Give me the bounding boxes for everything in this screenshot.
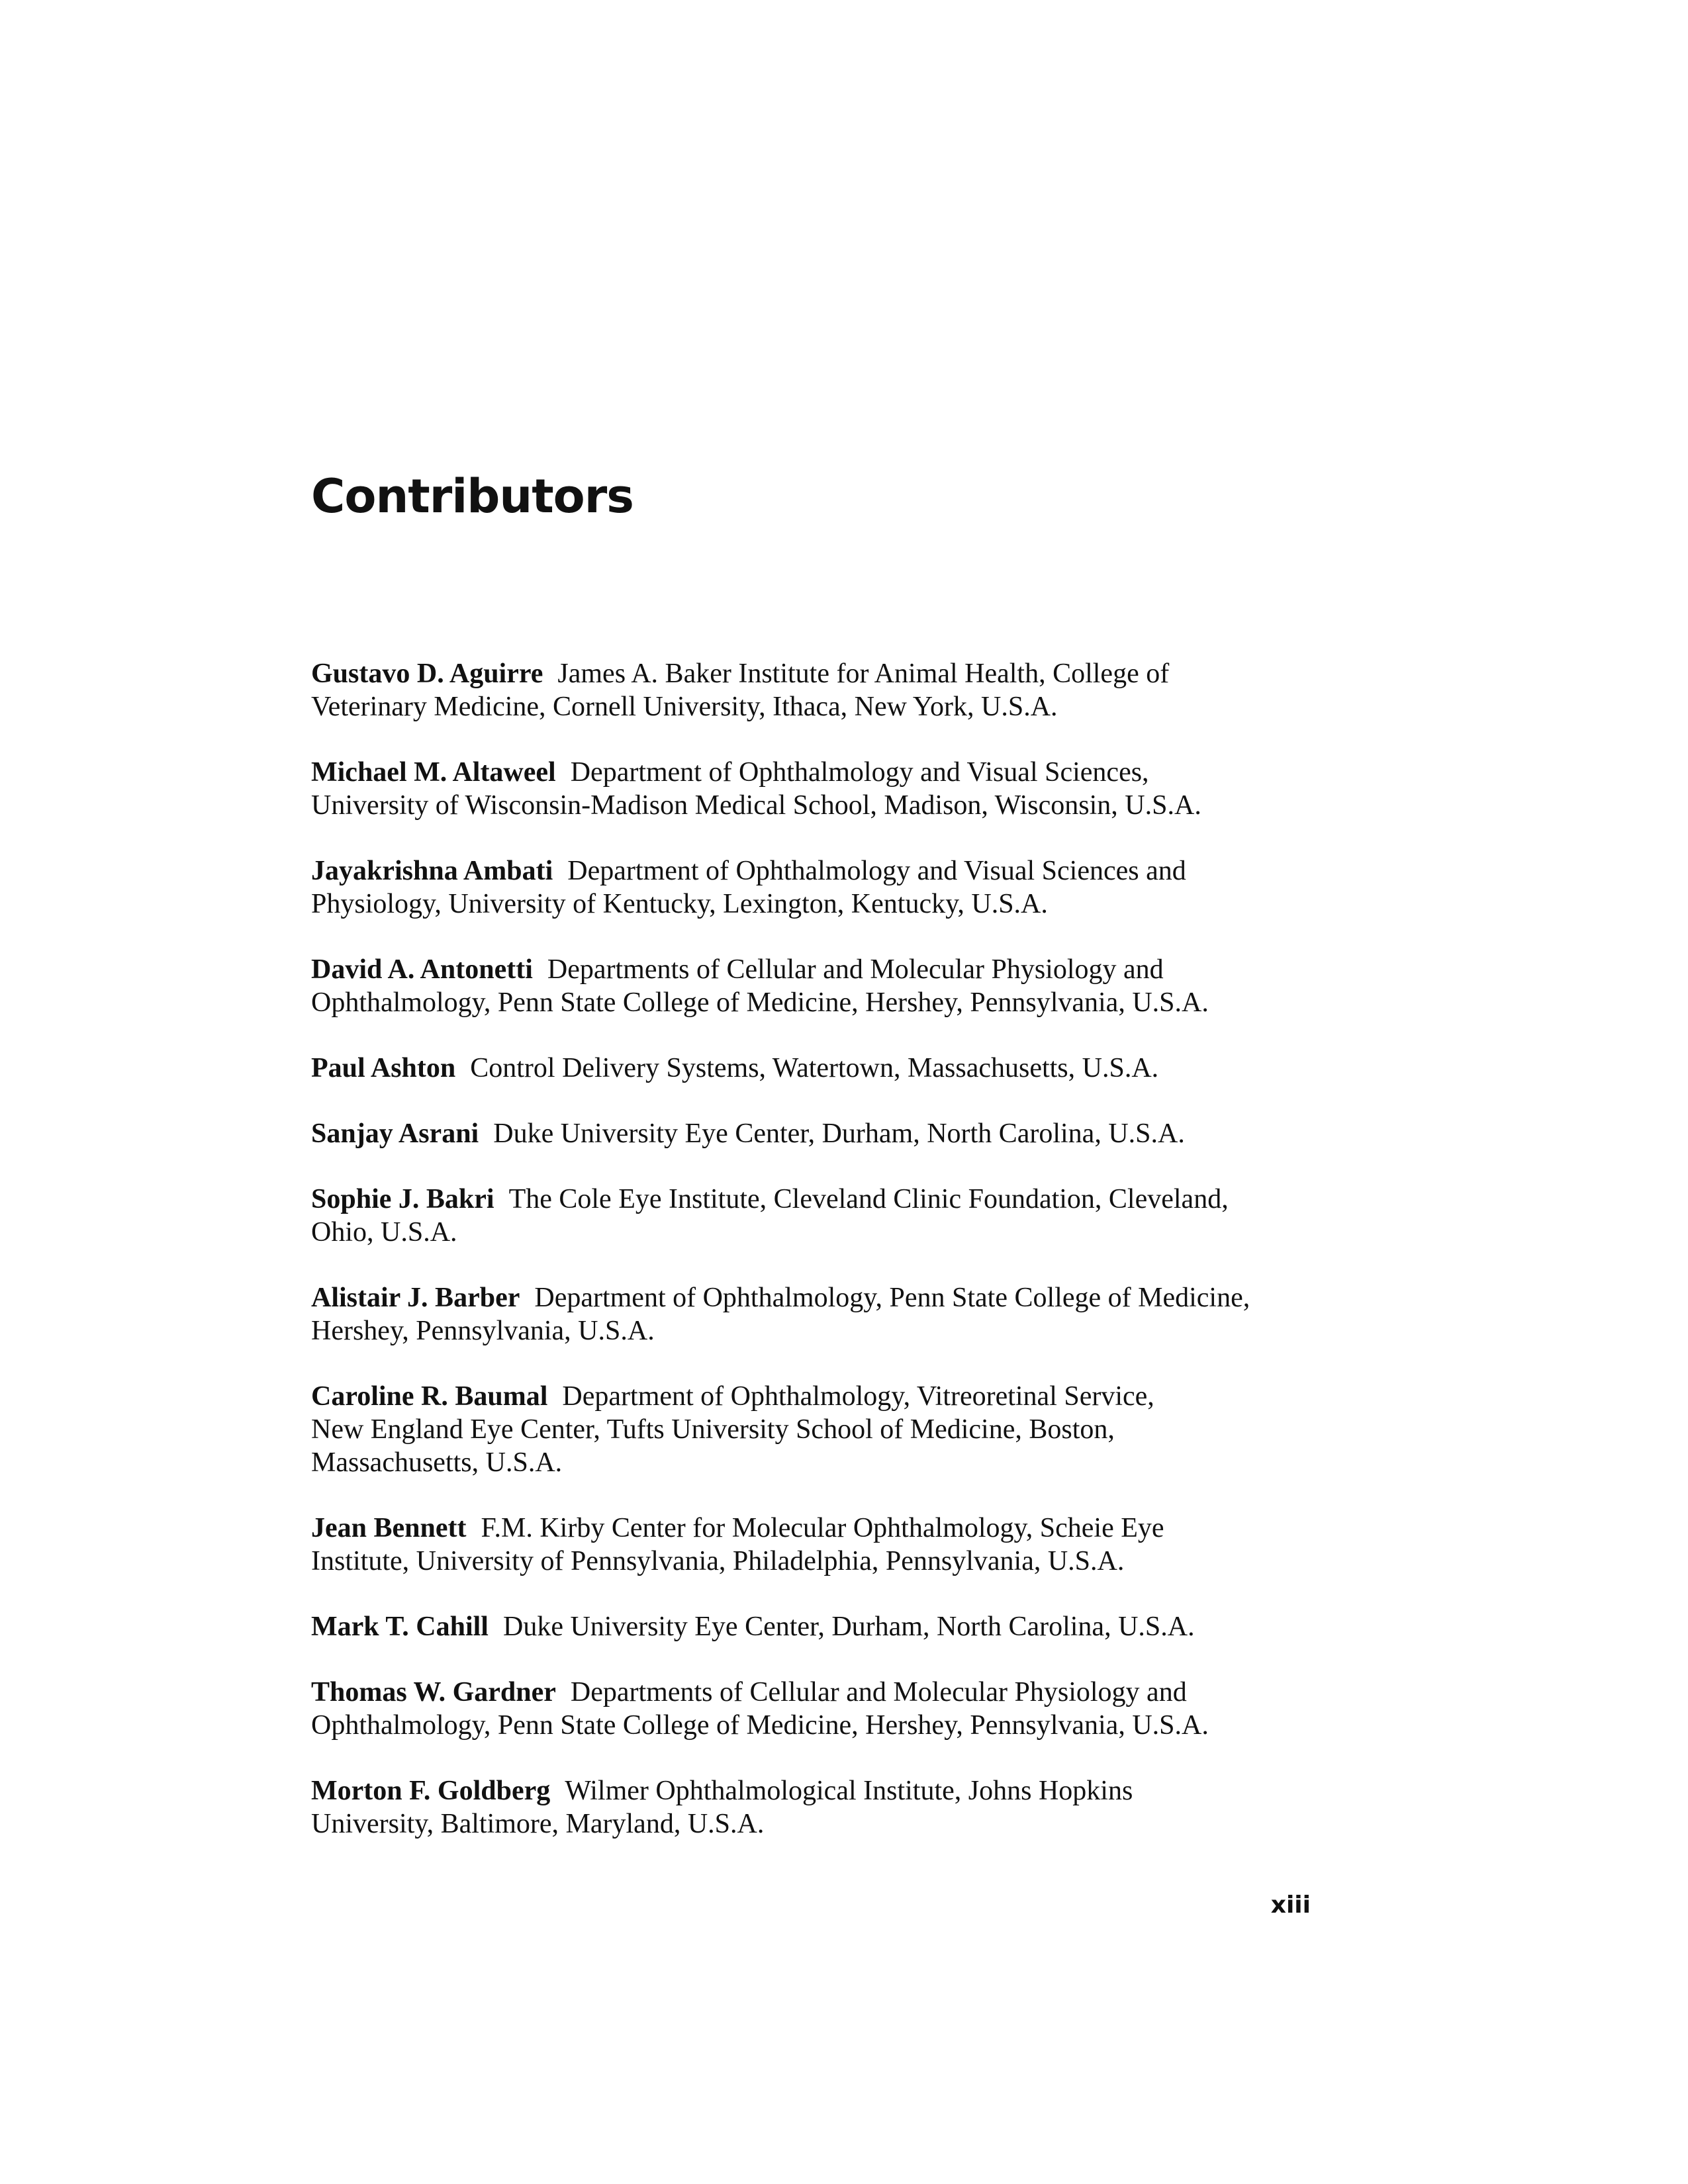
contributor-affiliation: University of Wisconsin-Madison Medical School, Madison, Wisconsin, U.S.A. — [311, 790, 1201, 821]
contributor-entry — [311, 1183, 1317, 1249]
contributor-affiliation: Department of Ophthalmology and Visual Sciences, — [570, 757, 1149, 788]
contributor-affiliation: Department of Ophthalmology, Vitreoretinal Service, — [562, 1381, 1154, 1412]
contributor-name: David A. Antonetti — [311, 954, 533, 985]
contributor-entry — [311, 953, 1317, 1019]
contributor-affiliation: Veterinary Medicine, Cornell University, Ithaca, New York, U.S.A. — [311, 692, 1058, 722]
contributor-affiliation: Massachusetts, U.S.A. — [311, 1447, 563, 1478]
contributor-name: Sophie J. Bakri — [311, 1184, 494, 1214]
contributor-name: Jean Bennett — [311, 1513, 467, 1543]
contributor-name: Michael M. Altaweel — [311, 757, 556, 788]
contributor-name: Mark T. Cahill — [311, 1612, 489, 1642]
contributor-entry — [311, 1512, 1317, 1578]
contributor-affiliation: Hershey, Pennsylvania, U.S.A. — [311, 1316, 655, 1346]
contributor-affiliation: Departments of Cellular and Molecular Physiology and — [547, 954, 1164, 985]
contributor-affiliation: Ophthalmology, Penn State College of Medicine, Hershey, Pennsylvania, U.S.A. — [311, 1710, 1209, 1741]
contributor-affiliation: F.M. Kirby Center for Molecular Ophthalmology, Scheie Eye — [481, 1513, 1164, 1543]
contributor-entry — [311, 1052, 1317, 1085]
contributor-affiliation: Ophthalmology, Penn State College of Medicine, Hershey, Pennsylvania, U.S.A. — [311, 987, 1209, 1018]
contributor-affiliation: Control Delivery Systems, Watertown, Massachusetts, U.S.A. — [470, 1053, 1159, 1083]
contributor-name: Caroline R. Baumal — [311, 1381, 548, 1412]
contributor-affiliation: Physiology, University of Kentucky, Lexington, Kentucky, U.S.A. — [311, 889, 1048, 919]
contributor-entry — [311, 1676, 1317, 1742]
contributor-name: Sanjay Asrani — [311, 1118, 479, 1149]
contributor-affiliation: Department of Ophthalmology and Visual Sciences and — [567, 856, 1186, 886]
contributor-name: Morton F. Goldberg — [311, 1776, 551, 1806]
contributor-affiliation: New England Eye Center, Tufts University School of Medicine, Boston, — [311, 1414, 1115, 1445]
contributor-name: Thomas W. Gardner — [311, 1677, 556, 1707]
contributor-name: Gustavo D. Aguirre — [311, 659, 543, 689]
contributor-entry — [311, 1380, 1317, 1479]
contributor-name: Alistair J. Barber — [311, 1283, 520, 1313]
contributor-entry — [311, 1774, 1317, 1841]
contributor-affiliation: The Cole Eye Institute, Cleveland Clinic Foundation, Cleveland, — [508, 1184, 1229, 1214]
page-number: xiii — [1270, 1891, 1311, 1919]
contributor-entry — [311, 1281, 1317, 1347]
contributor-affiliation: Duke University Eye Center, Durham, North Carolina, U.S.A. — [493, 1118, 1185, 1149]
contributor-entry — [311, 854, 1317, 921]
contributor-affiliation: Institute, University of Pennsylvania, Philadelphia, Pennsylvania, U.S.A. — [311, 1546, 1125, 1576]
contributor-affiliation: University, Baltimore, Maryland, U.S.A. — [311, 1809, 765, 1839]
contributor-affiliation: Ohio, U.S.A. — [311, 1217, 457, 1248]
contributor-affiliation: James A. Baker Institute for Animal Health, College of — [557, 659, 1170, 689]
contributor-list — [311, 657, 1317, 1873]
contributor-entry — [311, 756, 1317, 822]
contributor-affiliation: Department of Ophthalmology, Penn State College of Medicine, — [534, 1283, 1250, 1313]
contributor-name: Paul Ashton — [311, 1053, 456, 1083]
contributor-affiliation: Duke University Eye Center, Durham, North Carolina, U.S.A. — [502, 1612, 1195, 1642]
contributor-name: Jayakrishna Ambati — [311, 856, 553, 886]
page-title: Contributors — [311, 469, 633, 523]
contributor-entry — [311, 1610, 1317, 1643]
contributor-entry — [311, 1117, 1317, 1150]
contributor-entry — [311, 657, 1317, 723]
contributor-affiliation: Departments of Cellular and Molecular Physiology and — [570, 1677, 1187, 1707]
contributor-affiliation: Wilmer Ophthalmological Institute, Johns Hopkins — [565, 1776, 1133, 1806]
